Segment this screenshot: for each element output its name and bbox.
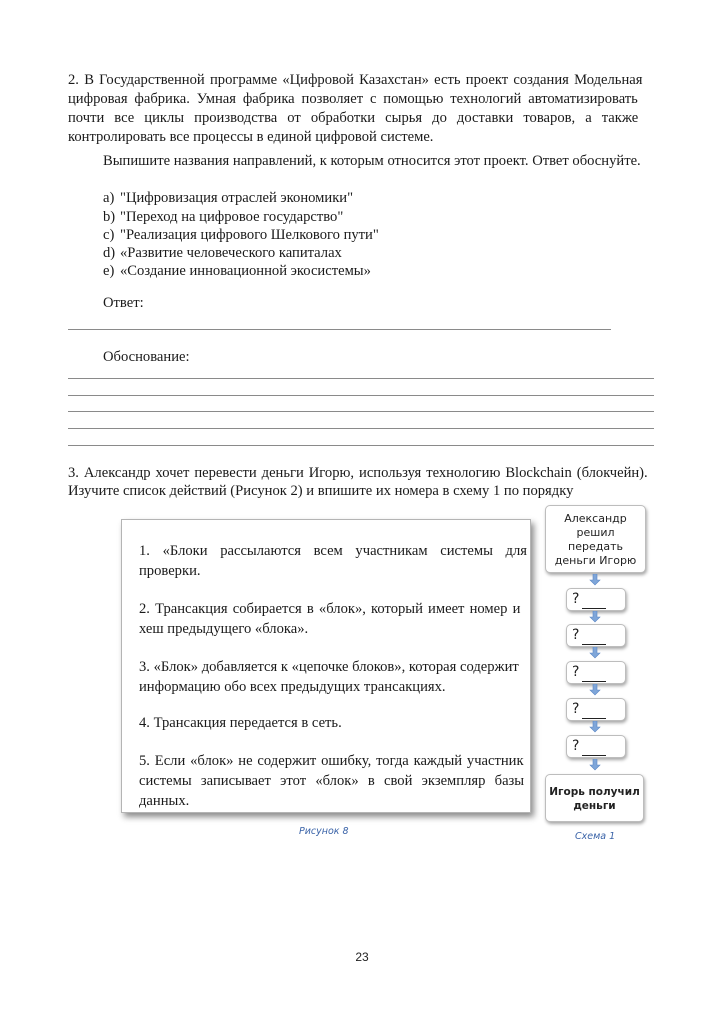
justification-line[interactable] xyxy=(68,445,654,446)
slot-label: ? xyxy=(572,591,580,607)
step-line: 4. Трансакция передается в сеть. xyxy=(139,715,342,731)
q2-line-4: контролировать все процессы в единой цифровой системе. xyxy=(68,129,434,145)
option-letter: d) xyxy=(103,245,116,261)
option-b xyxy=(103,208,343,227)
end-line: деньги xyxy=(573,800,616,812)
slot-blank[interactable] xyxy=(582,595,606,609)
scheme-slot-1[interactable] xyxy=(566,588,626,611)
page-number: 23 xyxy=(355,950,369,964)
figure-steps-box xyxy=(121,519,531,813)
scheme-slot-5[interactable] xyxy=(566,735,626,758)
scheme-slot-2[interactable] xyxy=(566,624,626,647)
justification-line[interactable] xyxy=(68,378,654,379)
step-line: системы записывает этот «блок» в свой экземпляр базы xyxy=(139,773,525,789)
option-d xyxy=(103,244,342,263)
answer-line[interactable] xyxy=(68,329,611,330)
end-line: Игорь получил xyxy=(549,786,640,798)
slot-blank[interactable] xyxy=(582,668,606,682)
slot-blank[interactable] xyxy=(582,705,606,719)
answer-label: Ответ: xyxy=(103,295,144,311)
justification-label: Обоснование: xyxy=(103,349,190,365)
slot-blank[interactable] xyxy=(582,742,606,756)
step-line: данных. xyxy=(139,793,190,809)
flow-arrow-icon xyxy=(589,721,601,733)
q2-line-1: 2. В Государственной программе «Цифровой Казахстан» есть проект создания Модельная xyxy=(68,72,643,88)
option-text: "Цифровизация отраслей экономики" xyxy=(120,190,354,206)
slot-label: ? xyxy=(572,738,580,754)
option-letter: b) xyxy=(103,209,116,225)
option-text: «Создание инновационной экосистемы» xyxy=(120,263,371,279)
step-2 xyxy=(139,599,527,639)
option-c xyxy=(103,226,379,245)
start-line: решил xyxy=(576,526,615,539)
step-line: 3. «Блок» добавляется к «цепочке блоков», которая содержит xyxy=(139,659,519,675)
scheme-end-node xyxy=(545,774,644,822)
step-line: проверки. xyxy=(139,563,201,579)
q2-line-2: цифровая фабрика. Умная фабрика позволяет с помощью технологий автоматизировать xyxy=(68,91,638,107)
q3-line-2: Изучите список действий (Рисунок 2) и впишите их номера в схему 1 по порядку xyxy=(68,483,574,499)
flow-arrow-icon xyxy=(589,647,601,659)
step-5 xyxy=(139,751,527,811)
start-line: передать xyxy=(568,540,623,553)
flow-arrow-icon xyxy=(589,759,601,771)
slot-label: ? xyxy=(572,701,580,717)
step-line: 2. Трансакция собирается в «блок», который имеет номер и xyxy=(139,601,521,617)
scheme-slot-3[interactable] xyxy=(566,661,626,684)
slot-label: ? xyxy=(572,664,580,680)
option-letter: e) xyxy=(103,263,115,279)
justification-line[interactable] xyxy=(68,411,654,412)
step-line: 5. Если «блок» не содержит ошибку, тогда каждый участник xyxy=(139,753,524,769)
q2-task: Выпишите названия направлений, к которым относится этот проект. Ответ обоснуйте. xyxy=(103,153,641,169)
scheme-caption: Схема 1 xyxy=(575,831,616,842)
flow-arrow-icon xyxy=(589,611,601,623)
step-line: хеш предыдущего «блока». xyxy=(139,621,309,637)
flow-arrow-icon xyxy=(589,684,601,696)
slot-label: ? xyxy=(572,627,580,643)
q3-line-1: 3. Александр хочет перевести деньги Игорю, используя технологию Blockchain (блокчейн). xyxy=(68,465,648,481)
scheme-start-node xyxy=(545,505,646,573)
start-line: деньги Игорю xyxy=(554,554,637,567)
step-3 xyxy=(139,657,527,697)
option-e xyxy=(103,262,371,281)
slot-blank[interactable] xyxy=(582,631,606,645)
option-text: «Развитие человеческого капиталах xyxy=(120,245,342,261)
option-letter: c) xyxy=(103,227,115,243)
start-line: Александр xyxy=(564,512,627,525)
option-a xyxy=(103,189,353,208)
step-4 xyxy=(139,713,527,733)
option-text: "Реализация цифрового Шелкового пути" xyxy=(120,227,379,243)
q2-line-3: почти все циклы производства от обработки сырья до доставки товаров, а также xyxy=(68,110,639,126)
justification-line[interactable] xyxy=(68,395,654,396)
justification-line[interactable] xyxy=(68,428,654,429)
step-line: 1. «Блоки рассылаются всем участникам системы для xyxy=(139,543,527,559)
step-1 xyxy=(139,541,527,581)
option-text: "Переход на цифровое государство" xyxy=(120,209,344,225)
step-line: информацию обо всех предыдущих трансакциях. xyxy=(139,679,446,695)
scheme-slot-4[interactable] xyxy=(566,698,626,721)
flow-arrow-icon xyxy=(589,574,601,586)
option-letter: a) xyxy=(103,190,115,206)
figure-caption: Рисунок 8 xyxy=(299,826,349,837)
